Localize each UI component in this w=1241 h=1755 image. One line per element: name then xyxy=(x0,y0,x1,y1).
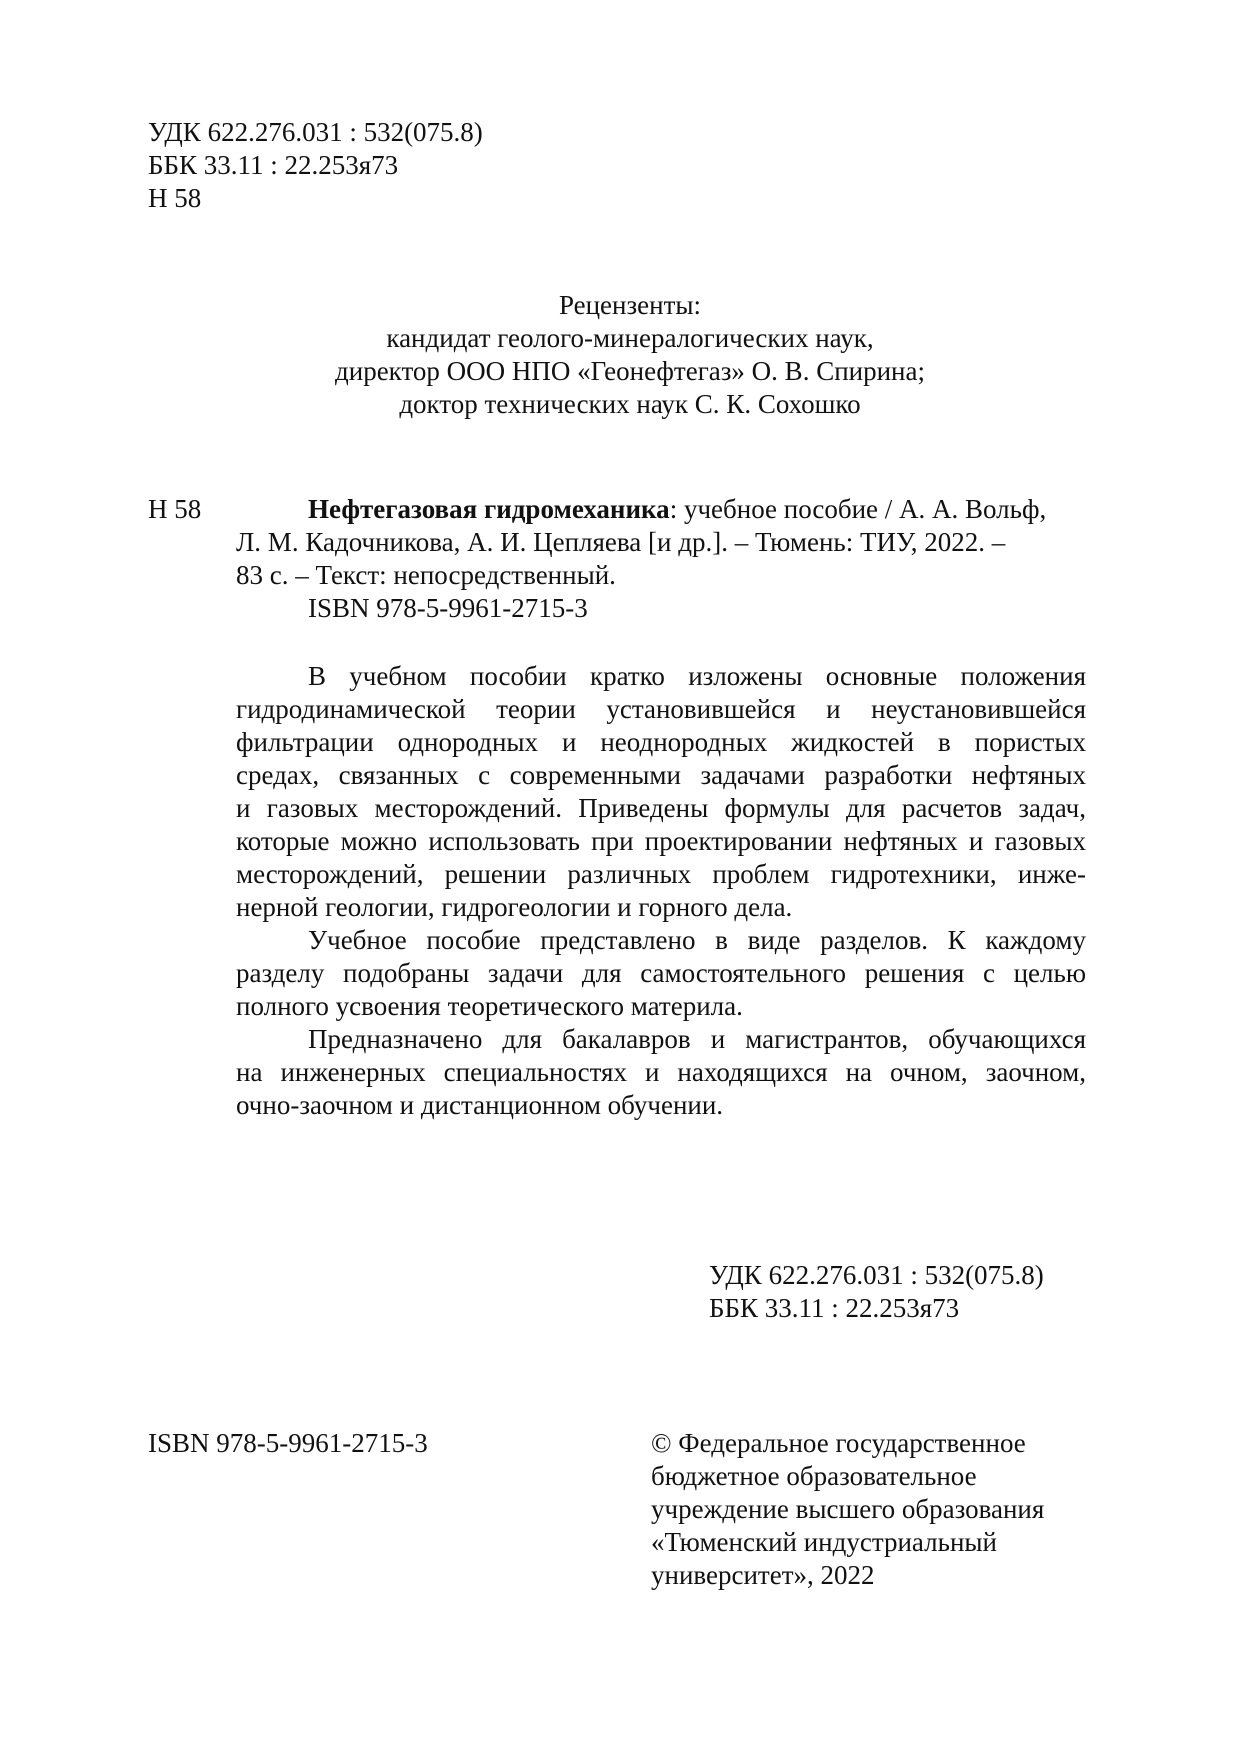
reviewer-line: доктор технических наук С. К. Сохошко xyxy=(399,389,861,419)
copyright-line: «Тюменский индустриальный xyxy=(651,1527,997,1557)
bibliographic-isbn: ISBN 978-5-9961-2715-3 xyxy=(308,593,588,623)
reviewers-heading: Рецензенты: xyxy=(558,290,702,320)
abstract-line: средах, связанных с современными задачами разработки нефтяных xyxy=(236,760,1086,790)
copyright-notice xyxy=(651,1427,1044,1592)
abstract-line: Предназначено для бакалавров и магистрантов, обучающихся xyxy=(308,1024,1086,1054)
bibliographic-line-1-rest: : учебное пособие / А. А. Вольф, xyxy=(669,494,1047,524)
isbn-footer: ISBN 978-5-9961-2715-3 xyxy=(148,1428,428,1458)
bottom-classification-codes xyxy=(709,1259,1044,1325)
bibliographic-code: Н 58 xyxy=(148,494,202,524)
author-mark: Н 58 xyxy=(148,183,202,213)
copyright-line: университет», 2022 xyxy=(651,1560,875,1590)
bibliographic-line-1 xyxy=(236,493,1086,526)
copyright-line: © Федеральное государственное xyxy=(651,1428,1026,1458)
abstract-line: гидродинамической теории установившейся и неустановившейся xyxy=(236,694,1086,724)
abstract-line: месторождений, решении различных проблем гидротехники, инже- xyxy=(236,859,1086,889)
abstract-line: фильтрации однородных и неоднородных жидкостей в пористых xyxy=(236,727,1086,757)
bbk-code: ББК 33.11 : 22.253я73 xyxy=(709,1293,960,1323)
bibliographic-line-3: 83 с. – Текст: непосредственный. xyxy=(236,560,616,590)
top-classification-codes xyxy=(148,116,483,215)
bbk-code: ББК 33.11 : 22.253я73 xyxy=(148,150,399,180)
abstract-line: и газовых месторождений. Приведены формулы для расчетов задач, xyxy=(236,793,1086,823)
abstract-line: разделу подобраны задачи для самостоятельного решения с целью xyxy=(236,958,1086,988)
abstract-line: на инженерных специальностях и находящихся на очном, заочном, xyxy=(236,1057,1086,1087)
copyright-line: бюджетное образовательное xyxy=(651,1461,977,1491)
udk-code: УДК 622.276.031 : 532(075.8) xyxy=(148,117,483,147)
reviewers-section xyxy=(230,289,1030,421)
bibliographic-line-2: Л. М. Кадочникова, А. И. Цепляева [и др.]. – Тюмень: ТИУ, 2022. – xyxy=(236,527,1006,557)
abstract-line: которые можно использовать при проектировании нефтяных и газовых xyxy=(236,826,1086,856)
abstract-line: нерной геологии, гидрогеологии и горного дела. xyxy=(236,892,793,922)
abstract-line: очно-заочном и дистанционном обучении. xyxy=(236,1090,724,1120)
udk-code: УДК 622.276.031 : 532(075.8) xyxy=(709,1260,1044,1290)
abstract xyxy=(236,660,1086,1122)
abstract-line: В учебном пособии кратко изложены основные положения xyxy=(308,661,1086,691)
reviewer-line: директор ООО НПО «Геонефтегаз» О. В. Спирина; xyxy=(335,356,925,386)
abstract-line: полного усвоения теоретического материла. xyxy=(236,991,743,1021)
reviewer-line: кандидат геолого-минералогических наук, xyxy=(386,323,874,353)
copyright-line: учреждение высшего образования xyxy=(651,1494,1045,1524)
bibliographic-entry xyxy=(236,493,1086,625)
book-title: Нефтегазовая гидромеханика xyxy=(308,494,670,524)
abstract-line: Учебное пособие представлено в виде разделов. К каждому xyxy=(308,925,1086,955)
